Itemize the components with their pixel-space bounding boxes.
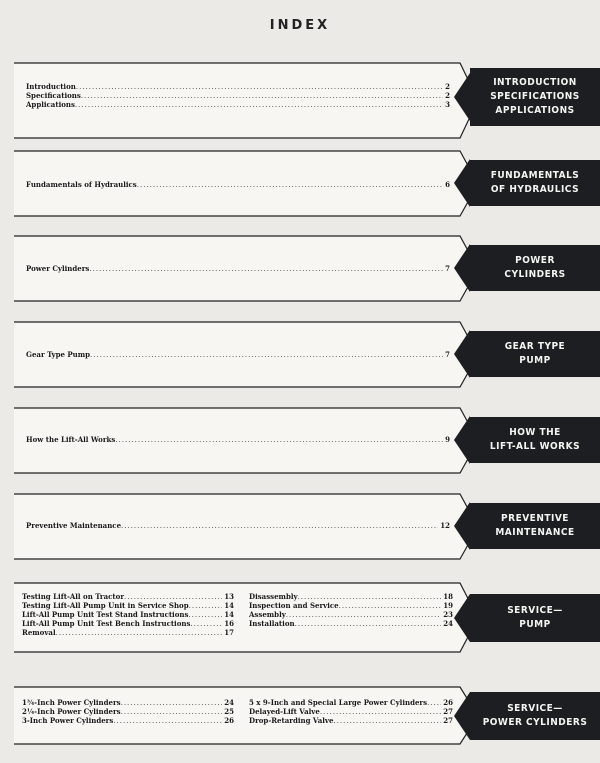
index-entry[interactable]: Preventive Maintenance ..... 12 [26,521,450,530]
tab-service-pump[interactable]: SERVICE— PUMP [470,594,600,642]
index-section-power-cylinders [0,235,600,303]
index-section-service-pump [0,582,600,654]
index-entry[interactable]: Fundamentals of Hydraulics ..... 6 [26,180,450,189]
index-entry[interactable]: Delayed-Lift Valve ..... 27 [249,707,453,716]
index-entry[interactable]: Removal ..... 17 [22,628,234,637]
index-section-preventive-maintenance [0,493,600,561]
index-section-how-it-works [0,407,600,475]
index-entry[interactable]: 2¼-Inch Power Cylinders ..... 25 [22,707,234,716]
index-entry[interactable]: Testing Lift-All Pump Unit in Service Shop ..... 14 [22,601,234,610]
index-entry[interactable]: Lift-All Pump Unit Test Bench Instructions ..... 16 [22,619,234,628]
index-entry[interactable]: Testing Lift-All on Tractor ..... 13 [22,592,234,601]
index-entry[interactable]: Gear Type Pump ..... 7 [26,350,450,359]
index-entry[interactable]: Introduction ..... 2 [26,82,450,91]
tab-gear-pump[interactable]: GEAR TYPE PUMP [470,331,600,377]
index-entry[interactable]: How the Lift-All Works ..... 9 [26,435,450,444]
index-entry[interactable]: Disassembly ..... 18 [249,592,453,601]
index-entry[interactable]: Specifications ..... 2 [26,91,450,100]
page-title: INDEX [269,18,331,33]
index-entry[interactable]: Inspection and Service ..... 19 [249,601,453,610]
tab-preventive-maintenance[interactable]: PREVENTIVE MAINTENANCE [470,503,600,549]
tab-introduction[interactable]: INTRODUCTION SPECIFICATIONS APPLICATIONS [470,68,600,126]
index-entry[interactable]: 3-Inch Power Cylinders ..... 26 [22,716,234,725]
index-section-service-power-cylinders [0,686,600,746]
tab-fundamentals[interactable]: FUNDAMENTALS OF HYDRAULICS [470,160,600,206]
index-section-fundamentals [0,150,600,218]
index-section-gear-pump [0,321,600,389]
tab-power-cylinders[interactable]: POWER CYLINDERS [470,245,600,291]
index-entry[interactable]: Applications ..... 3 [26,100,450,109]
index-entry[interactable]: Assembly ..... 23 [249,610,453,619]
index-section-introduction [0,62,600,140]
index-entry[interactable]: Lift-All Pump Unit Test Stand Instructions ..... 14 [22,610,234,619]
tab-how-it-works[interactable]: HOW THE LIFT-ALL WORKS [470,417,600,463]
tab-service-power-cylinders[interactable]: SERVICE— POWER CYLINDERS [470,692,600,740]
index-entry[interactable]: 5 x 9-Inch and Special Large Power Cylinders ..... 26 [249,698,453,707]
index-entry[interactable]: Drop-Retarding Valve ..... 27 [249,716,453,725]
index-entry[interactable]: 1¾-Inch Power Cylinders ..... 24 [22,698,234,707]
index-entry[interactable]: Installation ..... 24 [249,619,453,628]
index-entry[interactable]: Power Cylinders ..... 7 [26,264,450,273]
